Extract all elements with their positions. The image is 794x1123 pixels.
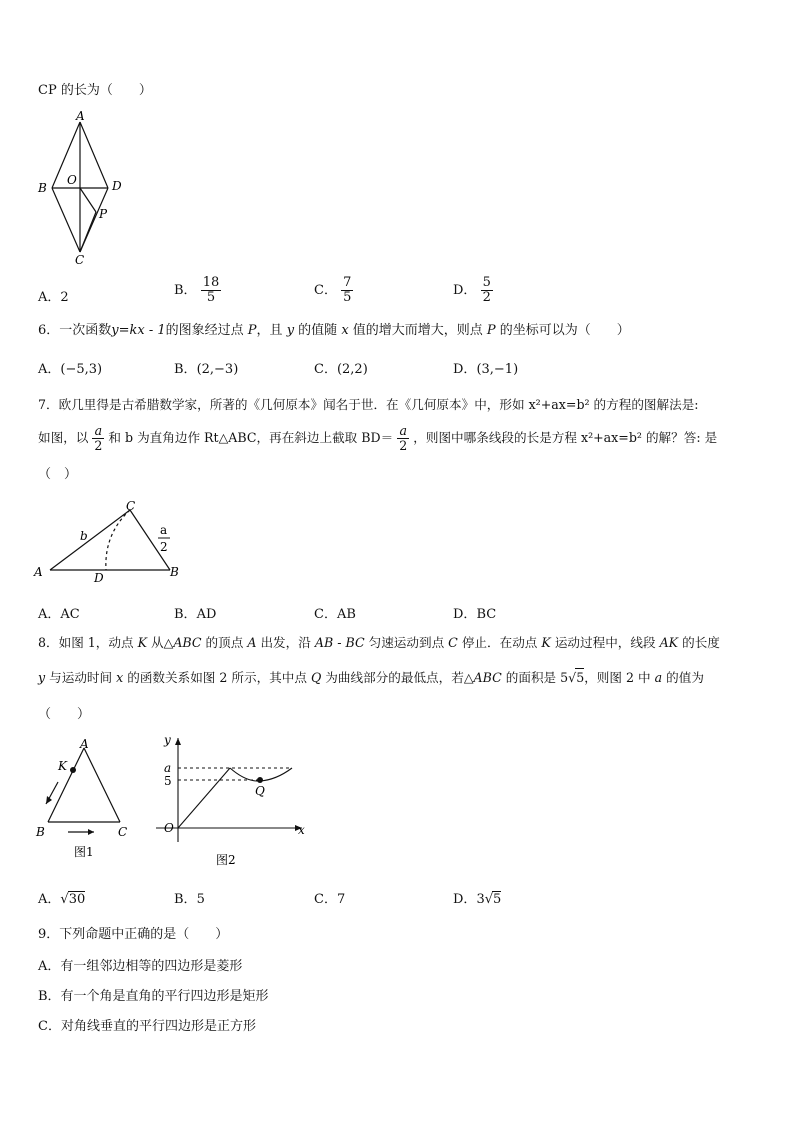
q8-fig1-label-c: C: [118, 825, 128, 839]
q7-stem-line3: （ ）: [38, 467, 78, 482]
q7-label-side-b: b: [80, 529, 88, 543]
q8-fig1-label-k: K: [58, 759, 67, 773]
q7-triangle-figure: [30, 496, 190, 588]
q7-label-a: A: [34, 565, 43, 579]
q8-fig1-label-a: A: [80, 737, 89, 751]
q5-label-p: P: [99, 207, 108, 221]
q5-option-a[interactable]: A．2: [38, 290, 69, 305]
q5-stem: CP 的长为（ ）: [38, 83, 152, 98]
q7-label-d: D: [94, 571, 104, 585]
q8-option-b[interactable]: B．5: [174, 892, 205, 907]
q8-figure2-graph: [150, 730, 315, 872]
q8-fig2-label-five: 5: [164, 774, 172, 788]
q8-fig2-label-q: Q: [255, 784, 265, 798]
q7-stem-line1: 7．欧几里得是古希腊数学家，所著的《几何原本》闻名于世．在《几何原本》中，形如 x²+ax=b² 的方程的图解法是:: [38, 397, 699, 412]
q8-fig1-arrow-bc: [88, 829, 94, 835]
q8-stem-line2: y 与运动时间 x 的函数关系如图 2 所示，其中点 Q 为曲线部分的最低点，若△ABC 的面积是 5√5，则图 2 中 a 的值为: [38, 670, 704, 685]
q8-fig1-caption: 图1: [74, 845, 94, 859]
q7-option-a[interactable]: A．AC: [38, 607, 80, 622]
q8-fig1-arrow-ab: [46, 796, 52, 804]
q8-option-a[interactable]: A．√30: [38, 892, 86, 907]
q8-fig2-caption: 图2: [216, 853, 236, 867]
q8-option-d[interactable]: D．3√5: [453, 892, 502, 907]
q6-option-d[interactable]: D．(3,−1): [453, 362, 519, 377]
q7-fraction-bd: $\frac{a}{2}$: [399, 423, 408, 453]
q7-option-c[interactable]: C．AB: [314, 607, 356, 622]
q9-option-a[interactable]: A．有一组邻边相等的四边形是菱形: [38, 959, 243, 974]
q7-option-d[interactable]: D．BC: [453, 607, 497, 622]
q6-stem: 6．一次函数y=kx - 1的图象经过点 P，且 y 的值随 x 值的增大而增大，则点 P 的坐标可以为（ ）: [38, 323, 630, 338]
q5-label-d: D: [112, 179, 122, 193]
q8-figure1-triangle: [30, 734, 140, 864]
q7-label-side-two: 2: [160, 540, 168, 554]
q8-fig2-point-q: [257, 777, 263, 783]
q8-fig2-label-o: O: [164, 821, 174, 835]
q9-option-c[interactable]: C．对角线垂直的平行四边形是正方形: [38, 1019, 256, 1034]
q6-option-c[interactable]: C．(2,2): [314, 362, 368, 377]
q5-option-d-fraction: $\frac{5}{2}$: [482, 275, 491, 305]
q7-option-b[interactable]: B．AD: [174, 607, 217, 622]
q8-fig2-label-x: x: [298, 823, 305, 837]
q9-option-b[interactable]: B．有一个角是直角的平行四边形是矩形: [38, 989, 269, 1004]
q5-option-c-fraction: $\frac{7}{5}$: [343, 275, 352, 305]
q5-label-c: C: [75, 253, 85, 267]
q5-option-b-fraction: $\frac{18}{5}$: [202, 275, 220, 305]
q8-fig1-point-k: [70, 767, 76, 773]
q8-stem-line1: 8．如图 1，动点 K 从△ABC 的顶点 A 出发，沿 AB - BC 匀速运动到点 C 停止．在动点 K 运动过程中，线段 AK 的长度: [38, 635, 720, 650]
q7-stem-line2: 如图，以 $\frac{a}{2}$ 和 b 为直角边作 Rt△ABC，再在斜边上截取 BD＝ $\frac{a}{2}$ ，则图中哪条线段的长是方程 x²+ax=b² 的解？答: 是: [38, 423, 718, 453]
q7-label-c: C: [126, 499, 136, 513]
q5-label-o: O: [67, 173, 77, 187]
q8-fig2-label-y: y: [164, 733, 171, 747]
q8-option-c[interactable]: C．7: [314, 892, 346, 907]
q7-fraction-a-half: $\frac{a}{2}$: [94, 423, 103, 453]
q5-label-b: B: [38, 181, 47, 195]
q5-option-c[interactable]: C． $\frac{7}{5}$: [314, 275, 352, 305]
q5-rhombus-figure: [30, 108, 140, 268]
q5-label-a: A: [76, 109, 85, 123]
q7-label-side-a: a: [160, 523, 168, 537]
q5-option-d[interactable]: D． $\frac{5}{2}$: [453, 275, 491, 305]
q6-option-b[interactable]: B．(2,−3): [174, 362, 239, 377]
q8-stem-line3: （ ）: [38, 707, 91, 722]
q9-stem: 9．下列命题中正确的是（ ）: [38, 927, 229, 942]
q6-option-a[interactable]: A．(−5,3): [38, 362, 103, 377]
q7-label-b: B: [170, 565, 179, 579]
q8-fig1-label-b: B: [36, 825, 45, 839]
q8-fig2-label-a: a: [164, 761, 172, 775]
q5-option-b[interactable]: B． $\frac{18}{5}$: [174, 275, 220, 305]
